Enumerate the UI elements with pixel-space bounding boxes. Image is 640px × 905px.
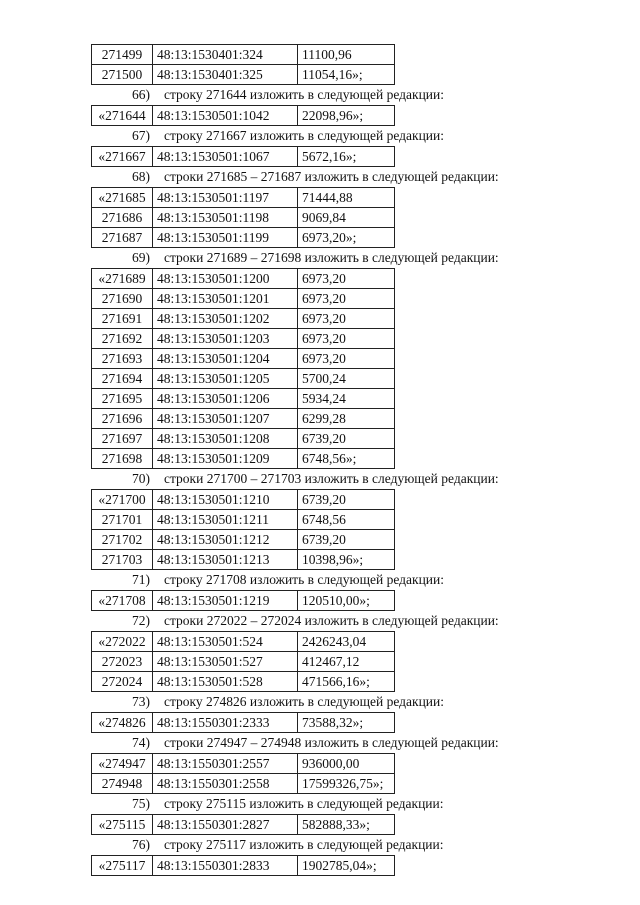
table-row [92,713,395,733]
item-instruction: строки 274947 – 274948 изложить в следующей редакции: [164,735,499,750]
item-number: 69) [132,250,150,265]
row-number-cell: 271500 [92,65,153,85]
cadastral-number-cell: 48:13:1550301:2558 [153,774,298,794]
value-cell: 6739,20 [298,429,395,449]
value-cell: 5672,16»; [298,147,395,167]
amendment-caption [0,692,640,712]
cadastral-number-cell: 48:13:1530501:1042 [153,106,298,126]
item-number: 71) [132,572,150,587]
amendment-table [91,268,395,469]
cadastral-number-cell: 48:13:1530501:1208 [153,429,298,449]
item-number: 74) [132,735,150,750]
value-cell: 2426243,04 [298,632,395,652]
row-number-cell: 271499 [92,45,153,65]
cadastral-number-cell: 48:13:1530501:527 [153,652,298,672]
amendment-caption [0,794,640,814]
cadastral-number-cell: 48:13:1530501:1211 [153,510,298,530]
value-cell: 6739,20 [298,490,395,510]
cadastral-number-cell: 48:13:1530501:1210 [153,490,298,510]
amendment-table [91,489,395,570]
item-instruction: строку 271708 изложить в следующей редакции: [164,572,445,587]
item-instruction: строки 271700 – 271703 изложить в следующей редакции: [164,471,499,486]
amendment-table [91,855,395,876]
cadastral-number-cell: 48:13:1530501:1200 [153,269,298,289]
cadastral-number-cell: 48:13:1530501:1206 [153,389,298,409]
amendment-table [91,631,395,692]
row-number-cell: 271703 [92,550,153,570]
cadastral-number-cell: 48:13:1530501:1199 [153,228,298,248]
cadastral-number-cell: 48:13:1550301:2333 [153,713,298,733]
value-cell: 5700,24 [298,369,395,389]
row-number-cell: 271701 [92,510,153,530]
table-row [92,449,395,469]
table-row [92,409,395,429]
amendment-caption [0,248,640,268]
item-instruction: строку 271644 изложить в следующей редакции: [164,87,445,102]
table-row [92,591,395,611]
row-number-cell: «271700 [92,490,153,510]
value-cell: 5934,24 [298,389,395,409]
row-number-cell: «274947 [92,754,153,774]
table-row [92,269,395,289]
value-cell: 6973,20 [298,349,395,369]
cadastral-number-cell: 48:13:1530501:1198 [153,208,298,228]
value-cell: 6973,20»; [298,228,395,248]
value-cell: 6973,20 [298,269,395,289]
row-number-cell: «271644 [92,106,153,126]
table-row [92,754,395,774]
item-number: 67) [132,128,150,143]
row-number-cell: 272023 [92,652,153,672]
row-number-cell: 271686 [92,208,153,228]
value-cell: 6748,56 [298,510,395,530]
cadastral-number-cell: 48:13:1530501:1209 [153,449,298,469]
item-instruction: строку 275115 изложить в следующей редакции: [164,796,444,811]
item-instruction: строки 272022 – 272024 изложить в следующей редакции: [164,613,499,628]
cadastral-number-cell: 48:13:1530501:1197 [153,188,298,208]
row-number-cell: 271702 [92,530,153,550]
value-cell: 22098,96»; [298,106,395,126]
item-number: 66) [132,87,150,102]
value-cell: 6973,20 [298,289,395,309]
row-number-cell: 271698 [92,449,153,469]
table-row [92,208,395,228]
amendment-table [91,187,395,248]
table-row [92,550,395,570]
cadastral-number-cell: 48:13:1530501:1204 [153,349,298,369]
value-cell: 11054,16»; [298,65,395,85]
item-number: 75) [132,796,150,811]
amendment-table [91,105,395,126]
cadastral-number-cell: 48:13:1530401:325 [153,65,298,85]
value-cell: 10398,96»; [298,550,395,570]
table-row [92,45,395,65]
table-row [92,106,395,126]
amendment-caption [0,126,640,146]
amendment-caption [0,167,640,187]
table-row [92,652,395,672]
cadastral-number-cell: 48:13:1530501:524 [153,632,298,652]
table-row [92,329,395,349]
row-number-cell: «274826 [92,713,153,733]
amendment-caption [0,835,640,855]
cadastral-number-cell: 48:13:1530501:1213 [153,550,298,570]
value-cell: 936000,00 [298,754,395,774]
value-cell: 120510,00»; [298,591,395,611]
value-cell: 11100,96 [298,45,395,65]
table-row [92,309,395,329]
value-cell: 9069,84 [298,208,395,228]
amendment-table [91,44,395,85]
cadastral-number-cell: 48:13:1530501:1202 [153,309,298,329]
cadastral-number-cell: 48:13:1530501:528 [153,672,298,692]
value-cell: 582888,33»; [298,815,395,835]
item-instruction: строку 275117 изложить в следующей редакции: [164,837,444,852]
amendment-caption [0,733,640,753]
value-cell: 73588,32»; [298,713,395,733]
amendment-caption [0,469,640,489]
document-page [0,44,640,876]
amendment-table [91,814,395,835]
value-cell: 6739,20 [298,530,395,550]
value-cell: 6973,20 [298,309,395,329]
amendment-caption [0,85,640,105]
row-number-cell: «272022 [92,632,153,652]
value-cell: 17599326,75»; [298,774,395,794]
row-number-cell: 271687 [92,228,153,248]
table-row [92,530,395,550]
table-row [92,672,395,692]
table-row [92,188,395,208]
row-number-cell: 271697 [92,429,153,449]
amendment-table [91,590,395,611]
cadastral-number-cell: 48:13:1550301:2833 [153,856,298,876]
item-number: 76) [132,837,150,852]
table-row [92,510,395,530]
row-number-cell: 271690 [92,289,153,309]
table-row [92,147,395,167]
cadastral-number-cell: 48:13:1530501:1201 [153,289,298,309]
row-number-cell: «275117 [92,856,153,876]
amendment-table [91,146,395,167]
cadastral-number-cell: 48:13:1530501:1067 [153,147,298,167]
row-number-cell: 271693 [92,349,153,369]
value-cell: 6973,20 [298,329,395,349]
amendment-table [91,753,395,794]
row-number-cell: «271689 [92,269,153,289]
cadastral-number-cell: 48:13:1530501:1207 [153,409,298,429]
item-instruction: строки 271689 – 271698 изложить в следующей редакции: [164,250,499,265]
table-row [92,774,395,794]
item-number: 72) [132,613,150,628]
cadastral-number-cell: 48:13:1530501:1212 [153,530,298,550]
cadastral-number-cell: 48:13:1530501:1203 [153,329,298,349]
item-instruction: строки 271685 – 271687 изложить в следующей редакции: [164,169,499,184]
value-cell: 412467,12 [298,652,395,672]
item-number: 73) [132,694,150,709]
item-instruction: строку 271667 изложить в следующей редакции: [164,128,445,143]
table-row [92,289,395,309]
value-cell: 1902785,04»; [298,856,395,876]
table-row [92,389,395,409]
table-row [92,228,395,248]
item-number: 68) [132,169,150,184]
value-cell: 6748,56»; [298,449,395,469]
table-row [92,369,395,389]
cadastral-number-cell: 48:13:1530401:324 [153,45,298,65]
row-number-cell: «275115 [92,815,153,835]
table-row [92,429,395,449]
table-row [92,349,395,369]
row-number-cell: 271692 [92,329,153,349]
cadastral-number-cell: 48:13:1530501:1219 [153,591,298,611]
row-number-cell: «271708 [92,591,153,611]
item-number: 70) [132,471,150,486]
amendment-caption [0,611,640,631]
row-number-cell: «271667 [92,147,153,167]
cadastral-number-cell: 48:13:1550301:2557 [153,754,298,774]
table-row [92,632,395,652]
row-number-cell: 271695 [92,389,153,409]
value-cell: 471566,16»; [298,672,395,692]
row-number-cell: 272024 [92,672,153,692]
amendment-caption [0,570,640,590]
row-number-cell: 271694 [92,369,153,389]
table-row [92,65,395,85]
table-row [92,490,395,510]
row-number-cell: «271685 [92,188,153,208]
table-row [92,815,395,835]
value-cell: 71444,88 [298,188,395,208]
amendment-table [91,712,395,733]
cadastral-number-cell: 48:13:1550301:2827 [153,815,298,835]
row-number-cell: 271696 [92,409,153,429]
value-cell: 6299,28 [298,409,395,429]
cadastral-number-cell: 48:13:1530501:1205 [153,369,298,389]
item-instruction: строку 274826 изложить в следующей редакции: [164,694,445,709]
table-row [92,856,395,876]
row-number-cell: 274948 [92,774,153,794]
row-number-cell: 271691 [92,309,153,329]
